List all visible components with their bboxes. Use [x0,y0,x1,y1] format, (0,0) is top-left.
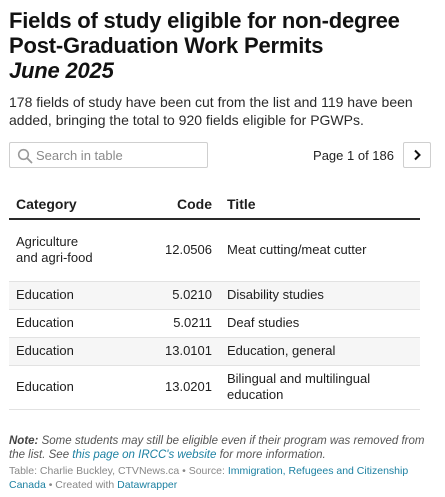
column-header-code[interactable]: Code [117,190,220,219]
note-label: Note: [9,435,39,447]
page-indicator: Page 1 of 186 [313,147,394,163]
cell-code: 13.0101 [117,337,220,365]
cell-code: 13.0201 [117,365,220,409]
cell-category-text: Agriculture and agri-food [16,234,93,266]
ircc-page-link[interactable]: this page on IRCC's website [72,449,217,461]
next-page-button[interactable] [403,142,431,168]
search-box[interactable] [9,142,208,168]
title-line-2: Post-Graduation Work Permits [9,33,324,58]
page-title [9,8,436,83]
cell-title: Bilingual and multilingual education [220,365,420,409]
table-row [9,309,420,337]
cell-title: Education, general [220,337,420,365]
note [9,434,429,462]
search-icon [17,148,33,164]
cell-category [9,219,117,281]
title-date: June 2025 [9,58,114,83]
pagination [313,142,431,168]
cell-title: Deaf studies [220,309,420,337]
source-link[interactable]: Immigration, Refugees and Citizenship Canada [9,465,409,491]
footer-created-with: • Created with [45,478,118,491]
table-row [9,365,420,409]
cell-code: 12.0506 [117,219,220,281]
cell-code: 5.0211 [117,309,220,337]
table-header-row [9,190,420,219]
table-row [9,281,420,309]
note-text: Some students may still be eligible even if their program was removed from the list. See [9,435,425,461]
table-row [9,219,420,281]
cell-category: Education [9,365,117,409]
cell-category: Education [9,309,117,337]
chevron-right-icon [412,149,422,161]
cell-code: 5.0210 [117,281,220,309]
table-row [9,337,420,365]
footer-credits [9,465,429,492]
table-controls [9,142,431,168]
datawrapper-link[interactable]: Datawrapper [117,478,178,491]
column-header-title[interactable]: Title [220,190,420,219]
footer-credit-text: Table: Charlie Buckley, CTVNews.ca • Source: [9,465,228,477]
data-table [9,190,420,410]
note-text-end: for more information. [216,449,326,461]
title-line-1: Fields of study eligible for non-degree [9,8,400,33]
cell-category: Education [9,281,117,309]
search-input[interactable]: Search in table [36,148,123,163]
cell-title: Meat cutting/meat cutter [220,219,420,281]
description: 178 fields of study have been cut from the list and 119 have been added, bringing the total to 920 fields eligible for PGWPs. [9,94,413,128]
column-header-category[interactable]: Category [9,190,117,219]
cell-category: Education [9,337,117,365]
cell-title: Disability studies [220,281,420,309]
